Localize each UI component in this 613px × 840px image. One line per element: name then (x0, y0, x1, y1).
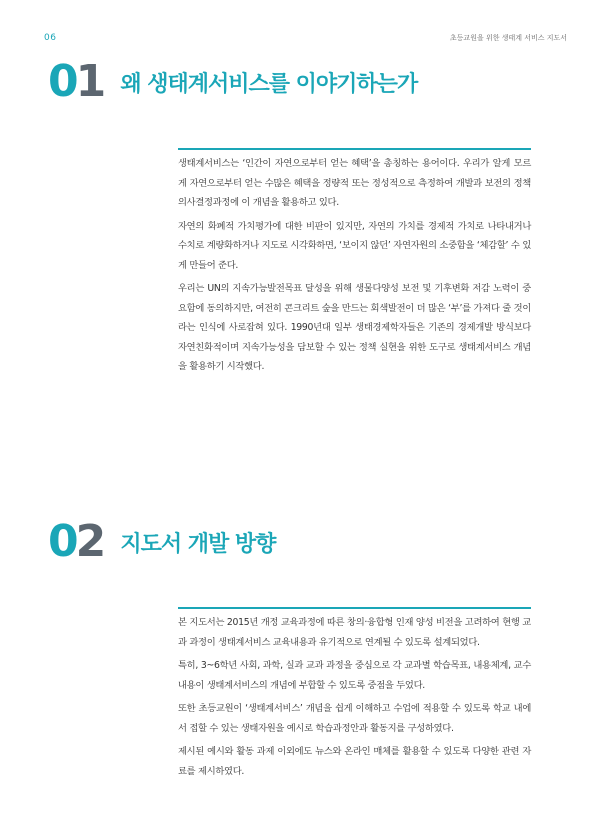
section-2-body (178, 613, 531, 785)
section-2-paragraph: 본 지도서는 2015년 개정 교육과정에 따른 창의·융합형 인재 양성 비전을 고려하여 현행 교과 과정이 생태계서비스 교육내용과 유기적으로 연계될 수 있도록 설계되었다. (178, 617, 531, 648)
section-1-body (178, 154, 531, 381)
section-1-paragraph: 자연의 화폐적 가치평가에 대한 비판이 있지만, 자연의 가치를 경제적 가치로 나타내거나 수치로 계량화하거나 지도로 시각화하면, ‘보이지 않던’ 자연자원의 소중함을 ‘체감할’ 수 있게 만들어 준다. (178, 220, 531, 271)
section-2-paragraph: 특히, 3~6학년 사회, 과학, 실과 교과 과정을 중심으로 각 교과별 학습목표, 내용체계, 교수내용이 생태계서비스의 개념에 부합할 수 있도록 중점을 두었다. (178, 660, 531, 691)
section-2-paragraph: 또한 초등교원이 ‘생태계서비스’ 개념을 쉽게 이해하고 수업에 적용할 수 있도록 학교 내에서 접할 수 있는 생태자원을 예시로 학습과정안과 활동지를 구성하였다. (178, 703, 531, 734)
section-1-paragraph: 생태계서비스는 ‘인간이 자연으로부터 얻는 혜택’을 총칭하는 용어이다. 우리가 알게 모르게 자연으로부터 얻는 수많은 혜택을 정량적 또는 정성적으로 측정하여 개발과 보전의 정책의사결정과정에 이 개념을 활용하고 있다. (178, 158, 531, 208)
running-header: 초등교원을 위한 생태계 서비스 지도서 (449, 34, 567, 42)
section-2-divider (178, 607, 531, 609)
section-2-number: 02 (48, 516, 104, 567)
section-1-heading (48, 56, 418, 107)
section-2-title: 지도서 개발 방향 (120, 531, 276, 557)
section-2-heading (48, 516, 276, 567)
section-1-divider (178, 148, 531, 150)
page-number: 06 (44, 33, 57, 43)
section-1-title: 왜 생태계서비스를 이야기하는가 (120, 71, 418, 97)
section-1-paragraph: 우리는 UN의 지속가능발전목표 달성을 위해 생물다양성 보전 및 기후변화 저감 노력이 중요함에 동의하지만, 여전히 콘크리트 숲을 만드는 회색발전이 더 많은 ‘부’를 가져다 줄 것이라는 인식에 사로잡혀 있다. 1990년대 일부 생태경제학자들은 기존의 경제개발 방식보다 자연친화적이며 지속가능성을 담보할 수 있는 정책 실현을 위한 도구로 생태계서비스 개념을 활용하기 시작했다. (178, 283, 531, 372)
section-1-number: 01 (48, 56, 104, 107)
section-2-paragraph: 제시된 예시와 활동 과제 이외에도 뉴스와 온라인 매체를 활용할 수 있도록 다양한 관련 자료를 제시하였다. (178, 746, 531, 777)
